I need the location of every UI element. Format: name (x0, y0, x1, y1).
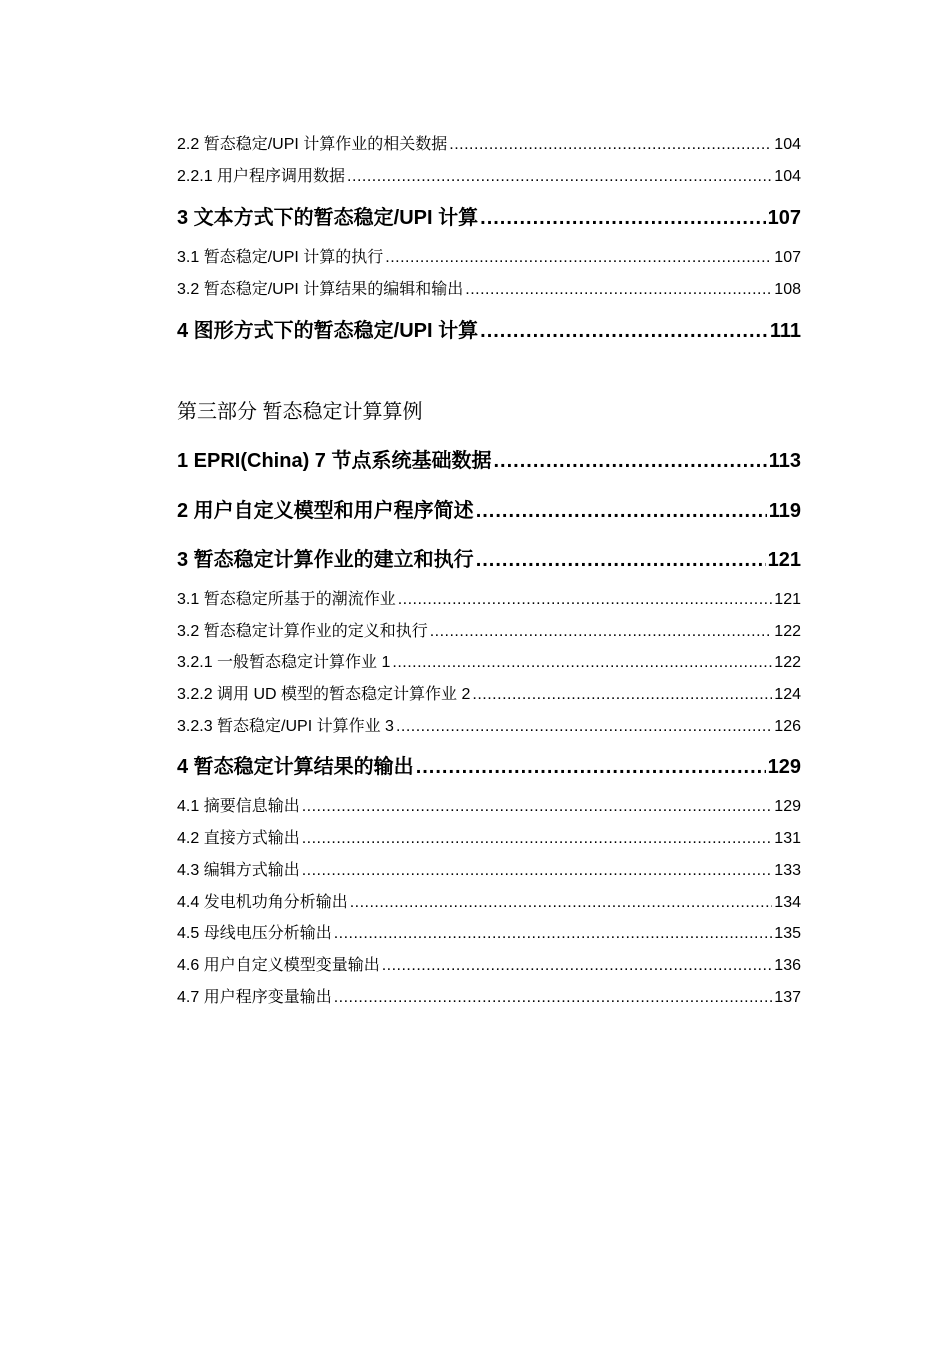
dot-leader (465, 281, 772, 299)
toc-entry-label: 4.5 母线电压分析输出 (177, 925, 332, 942)
toc-entry[interactable] (177, 618, 801, 641)
dot-leader (416, 756, 766, 779)
toc-entry-page: 133 (774, 862, 801, 879)
toc-entry-page: 129 (767, 756, 801, 778)
toc-entry[interactable] (177, 649, 801, 672)
toc-entry-label: 3.2.1 一般暂态稳定计算作业 1 (177, 654, 391, 671)
toc-entry-label: 4 暂态稳定计算结果的输出 (177, 756, 414, 778)
toc-entry-label: 3.2.2 调用 UD 模型的暂态稳定计算作业 2 (177, 686, 471, 703)
toc-entry-page: 119 (768, 500, 801, 522)
toc-chapter-entry[interactable] (177, 750, 801, 779)
toc-entry-label: 4.7 用户程序变量输出 (177, 989, 332, 1006)
toc-entry-label: 3.2 暂态稳定/UPI 计算结果的编辑和输出 (177, 281, 464, 298)
toc-entry[interactable] (177, 984, 801, 1007)
dot-leader (302, 862, 773, 880)
toc-entry-page: 121 (767, 549, 801, 571)
toc-entry-label: 2.2 暂态稳定/UPI 计算作业的相关数据 (177, 136, 448, 153)
dot-leader (480, 207, 765, 230)
dot-leader (480, 320, 768, 343)
toc-entry[interactable] (177, 713, 801, 736)
toc-entry-page: 126 (774, 718, 801, 735)
toc-entry-label: 4 图形方式下的暂态稳定/UPI 计算 (177, 320, 479, 342)
toc-entry-page: 121 (774, 591, 801, 608)
toc-entry-label: 4.3 编辑方式输出 (177, 862, 300, 879)
toc-entry[interactable] (177, 276, 801, 299)
toc-chapter-entry[interactable] (177, 444, 801, 473)
dot-leader (382, 957, 773, 975)
dot-leader (347, 168, 772, 186)
toc-entry[interactable] (177, 244, 801, 267)
toc-entry-page: 111 (769, 320, 801, 342)
dot-leader (302, 798, 773, 816)
toc-entry-label: 4.1 摘要信息输出 (177, 798, 300, 815)
toc-entry-label: 4.6 用户自定义模型变量输出 (177, 957, 380, 974)
toc-entry-page: 124 (774, 686, 801, 703)
toc-entry[interactable] (177, 793, 801, 816)
toc-entry-page: 136 (774, 957, 801, 974)
dot-leader (392, 654, 772, 672)
toc-entry-page: 113 (768, 450, 801, 472)
toc-entry-label: 4.2 直接方式输出 (177, 830, 300, 847)
toc-entry-page: 137 (774, 989, 801, 1006)
toc-chapter-entry[interactable] (177, 201, 801, 230)
dot-leader (396, 718, 772, 736)
toc-entry-page: 131 (774, 830, 801, 847)
toc-entry-page: 129 (774, 798, 801, 815)
toc-entry-page: 122 (774, 623, 801, 640)
toc-chapter-entry[interactable] (177, 543, 801, 572)
toc-entry-label: 3 暂态稳定计算作业的建立和执行 (177, 549, 474, 571)
toc-entry-label: 4.4 发电机功角分析输出 (177, 894, 348, 911)
dot-leader (476, 549, 766, 572)
toc-entry[interactable] (177, 920, 801, 943)
dot-leader (449, 136, 772, 154)
toc-entry-label: 3.2 暂态稳定计算作业的定义和执行 (177, 623, 428, 640)
dot-leader (398, 591, 773, 609)
dot-leader (476, 500, 767, 523)
toc-entry[interactable] (177, 952, 801, 975)
toc-entry[interactable] (177, 681, 801, 704)
toc-entry-page: 108 (774, 281, 801, 298)
dot-leader (334, 925, 773, 943)
toc-chapter-entry[interactable] (177, 494, 801, 523)
dot-leader (472, 686, 772, 704)
toc-entry[interactable] (177, 889, 801, 912)
dot-leader (302, 830, 773, 848)
toc-entry-label: 2 用户自定义模型和用户程序简述 (177, 500, 474, 522)
toc-entry[interactable] (177, 163, 801, 186)
dot-leader (430, 623, 773, 641)
toc-entry-page: 104 (774, 168, 801, 185)
part-title: 第三部分 暂态稳定计算算例 (177, 401, 423, 423)
toc-entry-label: 3.2.3 暂态稳定/UPI 计算作业 3 (177, 718, 394, 735)
dot-leader (385, 249, 772, 267)
dot-leader (350, 894, 773, 912)
toc-entry-page: 134 (774, 894, 801, 911)
toc-entry-label: 3 文本方式下的暂态稳定/UPI 计算 (177, 207, 479, 229)
toc-entry[interactable] (177, 825, 801, 848)
toc-entry[interactable] (177, 857, 801, 880)
toc-entry-label: 2.2.1 用户程序调用数据 (177, 168, 346, 185)
toc-entry-label: 3.1 暂态稳定/UPI 计算的执行 (177, 249, 384, 266)
toc-entry-label: 3.1 暂态稳定所基于的潮流作业 (177, 591, 396, 608)
dot-leader (334, 989, 773, 1007)
toc-entry-page: 107 (767, 207, 801, 229)
toc-entry[interactable] (177, 586, 801, 609)
toc-entry-page: 135 (774, 925, 801, 942)
dot-leader (493, 450, 766, 473)
toc-entry-page: 104 (774, 136, 801, 153)
toc-entry-page: 122 (774, 654, 801, 671)
toc-chapter-entry[interactable] (177, 314, 801, 343)
toc-entry[interactable] (177, 131, 801, 154)
toc-entry-label: 1 EPRI(China) 7 节点系统基础数据 (177, 450, 492, 472)
toc-entry-page: 107 (774, 249, 801, 266)
